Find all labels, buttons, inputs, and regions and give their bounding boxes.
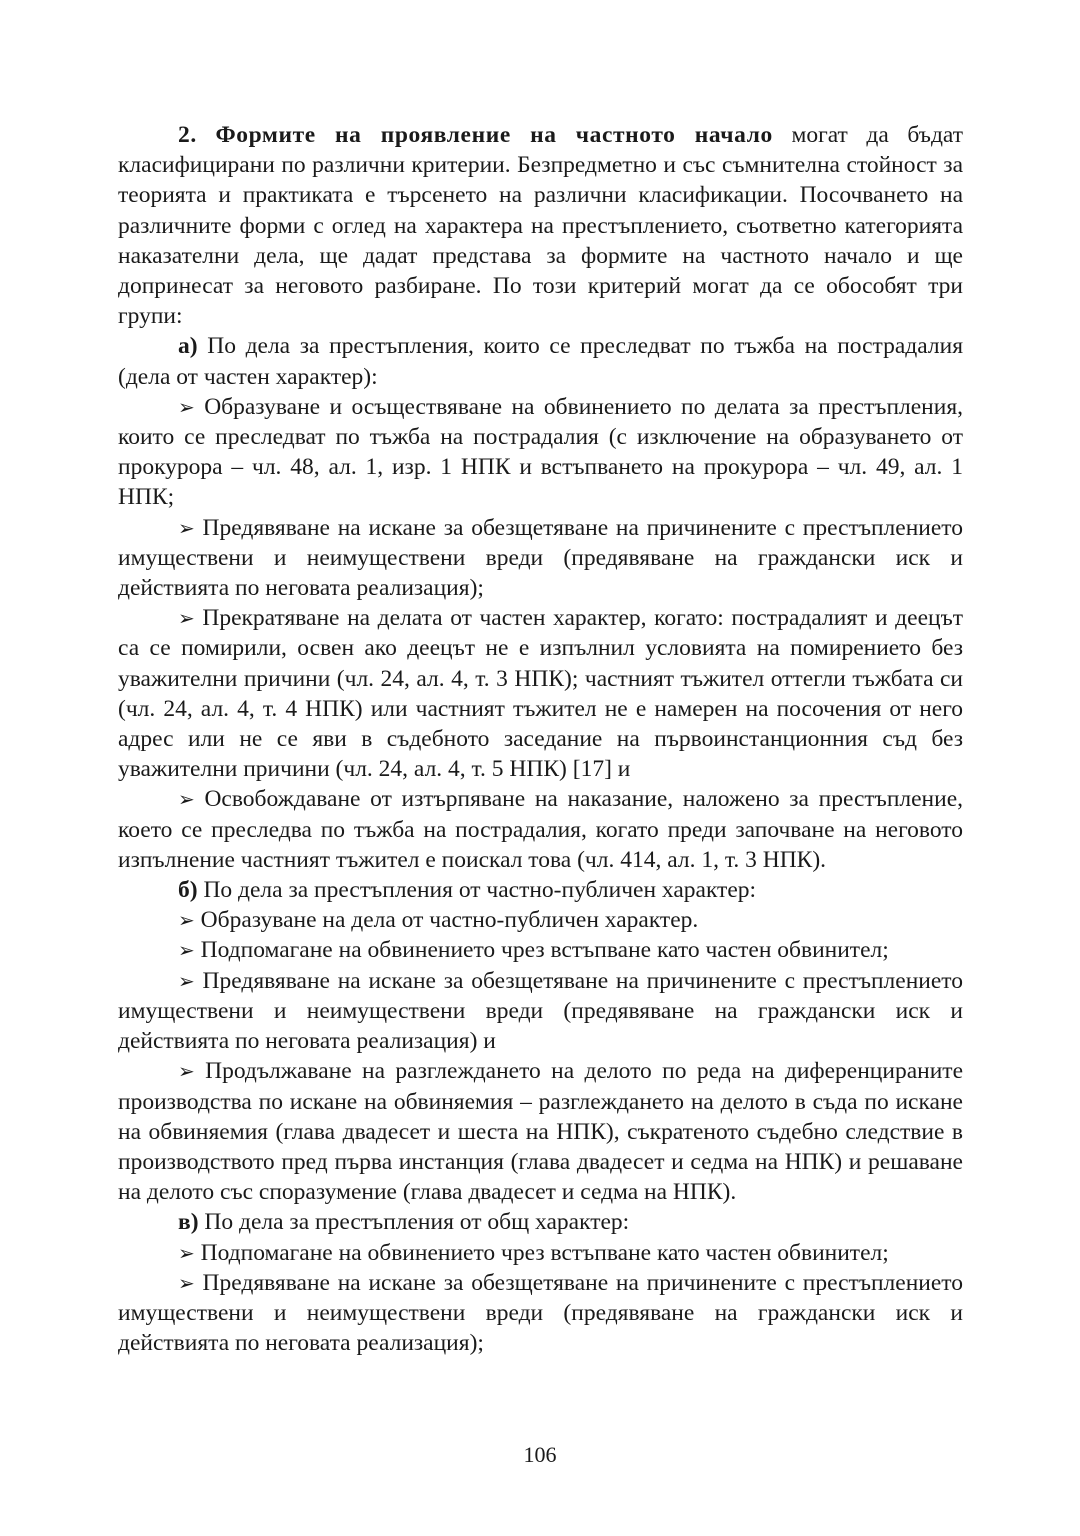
bullet-text: Прекратяване на делата от частен характер, когато: пострадалият и деецът са се помирили, освен ако деецът не е изпълнил условията на помирението без уважителни причини (чл. 24, ал. 4, т. 3 НПК); частният тъжител оттегли тъжбата си (чл. 24, ал. 4, т. 4 НПК) или частният тъжител не е намерен на посочения от него адрес или не се яви в съдебното заседание на първоинстанционния съд без уважителни причини (чл. 24, ал. 4, т. 5 НПК) [17] и [118, 605, 963, 783]
bullet-text: Образуване и осъществяване на обвинението по делата за престъпления, които се преследват по тъжба на пострадалия (с изключение на образуването от прокурора – чл. 48, ал. 1, изр. 1 НПК и встъпването на прокурора – чл. 49, ал. 1 НПК; [118, 393, 964, 511]
bullet-item [118, 1238, 963, 1268]
section-heading: Формите на проявление на частното начало [215, 122, 773, 148]
page-body [118, 120, 963, 1358]
bullet-text: Продължаване на разглеждането на делото по реда на диференцираните производства по искане на обвиняемия – разглеждането на делото в съда по искане на обвиняемия (глава двадесет и шеста на НПК), съкратеното съдебно следствие в производството пред първа инстанция (глава двадесет и седма на НПК) и решаване на делото със споразумение (глава двадесет и седма на НПК). [118, 1058, 963, 1206]
arrow-bullet-icon: ➢ [178, 787, 195, 812]
section-number: 2. [178, 122, 197, 148]
intro-text: могат да бъдат класифицирани по различни критерии. Безпредметно и със съмнителна стойност за теорията и практиката е търсенето на различни класификации. Посочването на различните форми с оглед на характера на престъплението, съответно категорията наказателни дела, ще дадат представа за формите на частното начало и ще допринесат за неговото разбиране. По този критерий могат да се обособят три групи: [118, 122, 964, 330]
arrow-bullet-icon: ➢ [178, 394, 195, 419]
bullet-text: Предявяване на искане за обезщетяване на причинените с престъплението имуществени и неимуществени вреди (предявяване на граждански иск и действията по неговата реализация); [118, 1269, 963, 1357]
bullet-text: Образуване на дела от частно-публичен характер. [200, 907, 699, 934]
arrow-bullet-icon: ➢ [178, 1059, 195, 1084]
intro-paragraph [118, 120, 963, 331]
group-a-text: По дела за престъпления, които се преследват по тъжба на пострадалия (дела от частен характер): [118, 333, 963, 390]
bullet-text: Подпомагане на обвинението чрез встъпване като частен обвинител; [200, 937, 889, 964]
bullet-item [118, 513, 963, 604]
bullet-text: Подпомагане на обвинението чрез встъпване като частен обвинител; [200, 1239, 889, 1266]
bullet-item [118, 784, 963, 875]
group-a-letter: а) [178, 333, 198, 360]
page-number: 106 [523, 1442, 557, 1467]
arrow-bullet-icon: ➢ [178, 968, 195, 993]
bullet-text: Предявяване на искане за обезщетяване на причинените с престъплението имуществени и неимуществени вреди (предявяване на граждански иск и действията по неговата реализация); [118, 514, 963, 602]
bullet-item [118, 603, 963, 784]
group-c-heading [118, 1207, 963, 1237]
bullet-text: Предявяване на искане за обезщетяване на причинените с престъплението имуществени и неимуществени вреди (предявяване на граждански иск и действията по неговата реализация) и [118, 967, 963, 1055]
bullet-text: Освобождаване от изтърпяване на наказание, наложено за престъпление, което се преследва по тъжба на пострадалия, когато преди започване на неговото изпълнение частният тъжител е поискал това (чл. 414, ал. 1, т. 3 НПК). [118, 786, 964, 873]
arrow-bullet-icon: ➢ [178, 938, 195, 963]
group-b-heading [118, 875, 963, 905]
arrow-bullet-icon: ➢ [178, 515, 195, 540]
group-b-letter: б) [178, 877, 198, 904]
arrow-bullet-icon: ➢ [178, 1240, 195, 1265]
bullet-item [118, 1268, 963, 1359]
bullet-item [118, 905, 963, 935]
group-c-text: По дела за престъпления от общ характер: [204, 1209, 630, 1236]
arrow-bullet-icon: ➢ [178, 908, 195, 933]
bullet-item [118, 935, 963, 965]
bullet-item [118, 966, 963, 1057]
bullet-item [118, 1056, 963, 1207]
group-a-heading [118, 331, 963, 391]
group-b-text: По дела за престъпления от частно-публичен характер: [203, 877, 757, 904]
arrow-bullet-icon: ➢ [178, 606, 195, 631]
bullet-item [118, 392, 963, 513]
group-c-letter: в) [178, 1209, 199, 1236]
arrow-bullet-icon: ➢ [178, 1270, 195, 1295]
